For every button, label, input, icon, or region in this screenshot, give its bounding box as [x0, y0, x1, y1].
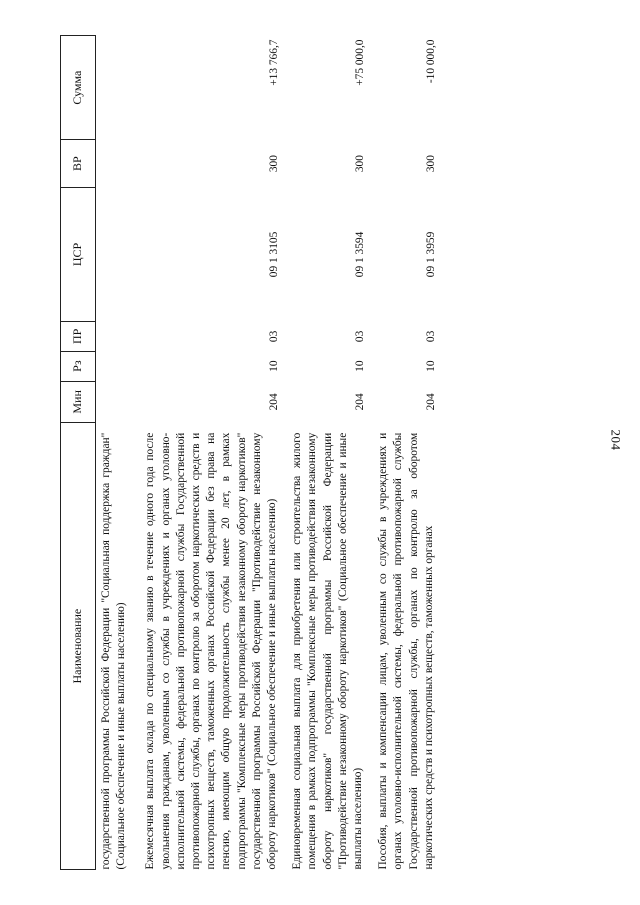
- table-row: [137, 36, 284, 870]
- table-header-row: [61, 36, 96, 870]
- header-rz: Рз: [61, 351, 96, 381]
- row-min: 204: [268, 393, 281, 411]
- row-pr: 03: [354, 330, 367, 343]
- row-min: 204: [354, 393, 367, 411]
- row-rz: 10: [268, 360, 281, 372]
- table-row: [370, 36, 441, 870]
- header-pr: ПР: [61, 321, 96, 351]
- row-csr: 09 1 3105: [268, 231, 281, 278]
- row-min: [96, 381, 138, 423]
- row-rz: 10: [424, 360, 437, 372]
- row-name: Единовременная социальная выплата для приобретения или строительства жилого помещения в рамках подпрограммы "Комплексные меры противодействия незаконному обороту наркотиков" государственной программы Российской Федерации "Противодействие незаконному обороту наркотиков" (Социальное обеспечение и иные выплаты населению): [291, 432, 365, 870]
- table-row: [284, 36, 370, 870]
- row-pr: [96, 321, 138, 351]
- row-rz: 10: [354, 360, 367, 372]
- page-number: 204: [608, 429, 624, 451]
- header-csr: ЦСР: [61, 187, 96, 321]
- row-csr: [96, 187, 138, 321]
- row-name: государственной программы Российской Федерации "Социальная поддержка граждан" (Социальное обеспечение и иные выплаты населению): [100, 432, 128, 870]
- header-min: Мин: [61, 381, 96, 423]
- row-name: Ежемесячная выплата оклада по специальному званию в течение одного года после увольнения гражданам, уволенным со службы в учреждениях и органах уголовно-исполнительной системы, федеральной противопожарной службы Государственной противопожарной службы, органах по контролю за оборотом наркотических средств и психотропных веществ, таможенных органах Российской Федерации без права на пенсию, имеющим общую продолжительность службы менее 20 лет, в рамках подпрограммы "Комплексные меры противодействия незаконному обороту наркотиков" государственной программы Российской Федерации "Противодействие незаконному обороту наркотиков" (Социальное обеспечение и иные выплаты населению): [144, 432, 279, 870]
- row-csr: 09 1 3594: [354, 231, 367, 278]
- row-rz: [96, 351, 138, 381]
- header-name: Наименование: [61, 423, 96, 870]
- table-row: [96, 36, 138, 870]
- row-min: 204: [424, 393, 437, 411]
- row-sum: [96, 36, 138, 140]
- row-name: Пособия, выплаты и компенсации лицам, уволенным со службы в учреждениях и органах уголовно-исполнительной системы, федеральной противопожарной службы Государственной противопожарной службы, органах по контролю за оборотом наркотических средств и психотропных веществ, таможенных органах: [377, 432, 435, 870]
- row-sum: +13 766,7: [268, 39, 281, 86]
- row-vr: [96, 140, 138, 188]
- row-pr: 03: [424, 330, 437, 343]
- budget-table-sheet: [60, 35, 640, 870]
- budget-table: [60, 35, 441, 870]
- header-sum: Сумма: [61, 36, 96, 140]
- row-sum: -10 000,0: [424, 39, 437, 84]
- row-vr: 300: [268, 155, 281, 173]
- row-pr: 03: [268, 330, 281, 343]
- row-sum: +75 000,0: [354, 39, 367, 86]
- row-vr: 300: [354, 155, 367, 173]
- row-vr: 300: [424, 155, 437, 173]
- row-csr: 09 1 3959: [424, 231, 437, 278]
- header-vr: ВР: [61, 140, 96, 188]
